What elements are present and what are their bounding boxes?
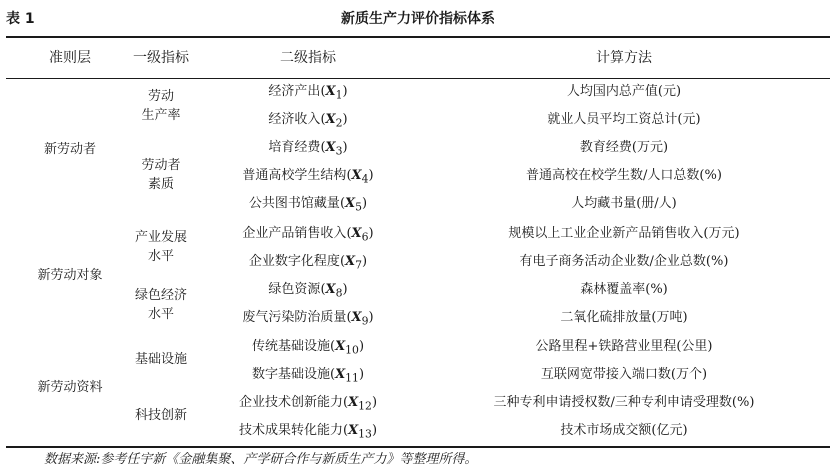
header-rule <box>6 78 830 79</box>
variable-subscript: 13 <box>358 427 372 441</box>
primary-worker-quality <box>120 156 202 194</box>
column-header-criteria: 准则层 <box>49 50 91 66</box>
primary-line: 劳动 <box>147 89 174 104</box>
indicator-name: 企业数字化程度 <box>248 254 340 269</box>
variable-subscript: 6 <box>361 230 369 244</box>
secondary-indicator: 废气污染防治质量$(X_9)$ <box>242 310 374 328</box>
top-rule <box>6 36 830 38</box>
secondary-indicator: 数字基础设施$(X_{11})$ <box>251 367 365 385</box>
variable-symbol: X <box>345 254 356 269</box>
primary-labor-productivity <box>120 87 202 125</box>
primary-industry-development <box>120 228 202 266</box>
variable-symbol: X <box>335 339 346 354</box>
variable-symbol: X <box>348 423 359 438</box>
variable-symbol: X <box>325 140 336 155</box>
table-label: 表 1 <box>6 11 35 27</box>
indicator-name: 技术成果转化能力 <box>238 423 343 438</box>
criteria-new-labor-objects: 新劳动对象 <box>37 268 103 283</box>
primary-line: 素质 <box>147 177 174 192</box>
secondary-indicator: 传统基础设施$(X_{10})$ <box>251 339 365 357</box>
variable-symbol: X <box>348 395 359 410</box>
variable-symbol: X <box>325 282 336 297</box>
secondary-indicator: 经济产出$(X_1)$ <box>268 84 348 102</box>
calculation-method: 二氧化硫排放量(万吨) <box>560 310 688 325</box>
calculation-method: 互联网宽带接入端口数(万个) <box>540 367 708 382</box>
secondary-indicator: 普通高校学生结构$(X_4)$ <box>242 168 374 186</box>
secondary-indicator: 技术成果转化能力$(X_{13})$ <box>238 423 378 441</box>
primary-line: 生产率 <box>141 108 181 123</box>
indicator-name: 绿色资源 <box>268 282 321 297</box>
criteria-new-labor-materials: 新劳动资料 <box>37 380 103 395</box>
variable-symbol: X <box>325 84 336 99</box>
variable-subscript: 12 <box>358 399 372 413</box>
indicator-name: 培育经费 <box>268 140 321 155</box>
bottom-rule <box>6 446 830 448</box>
variable-symbol: X <box>351 226 362 241</box>
variable-subscript: 5 <box>355 200 362 214</box>
variable-subscript: 10 <box>345 343 359 357</box>
primary-line: 产业发展 <box>134 230 187 245</box>
column-header-secondary: 二级指标 <box>280 50 336 66</box>
indicator-name: 普通高校学生结构 <box>242 168 347 183</box>
secondary-indicator: 公共图书馆藏量$(X_5)$ <box>248 196 368 214</box>
indicator-name: 废气污染防治质量 <box>242 310 347 325</box>
secondary-indicator: 企业技术创新能力$(X_{12})$ <box>238 395 378 413</box>
column-header-method: 计算方法 <box>596 50 652 66</box>
variable-symbol: X <box>351 310 362 325</box>
primary-line: 劳动者 <box>141 158 181 173</box>
variable-subscript: 2 <box>335 116 343 130</box>
calculation-method: 规模以上工业企业新产品销售收入(万元) <box>508 226 740 241</box>
indicator-name: 经济产出 <box>268 84 321 99</box>
variable-subscript: 9 <box>361 314 369 328</box>
variable-subscript: 1 <box>335 88 343 102</box>
indicator-name: 经济收入 <box>268 112 321 127</box>
indicator-name: 公共图书馆藏量 <box>248 196 340 211</box>
calculation-method: 公路里程+铁路营业里程(公里) <box>535 339 713 354</box>
calculation-method: 普通高校在校学生数/人口总数(%) <box>526 168 722 183</box>
table-header <box>0 6 836 32</box>
table-title: 新质生产力评价指标体系 <box>341 11 495 27</box>
primary-tech-innovation: 科技创新 <box>134 408 187 423</box>
calculation-method: 人均藏书量(册/人) <box>571 196 677 211</box>
secondary-indicator: 培育经费$(X_3)$ <box>268 140 348 158</box>
variable-symbol: X <box>325 112 336 127</box>
secondary-indicator: 经济收入$(X_2)$ <box>268 112 348 130</box>
secondary-indicator: 企业数字化程度$(X_7)$ <box>248 254 368 272</box>
variable-symbol: X <box>345 196 356 211</box>
criteria-new-workers: 新劳动者 <box>43 142 96 157</box>
calculation-method: 有电子商务活动企业数/企业总数(%) <box>519 254 729 269</box>
variable-subscript: 4 <box>361 172 369 186</box>
calculation-method: 森林覆盖率(%) <box>580 282 668 297</box>
column-header-primary: 一级指标 <box>133 50 189 66</box>
variable-subscript: 3 <box>335 144 343 158</box>
secondary-indicator: 绿色资源$(X_8)$ <box>268 282 348 300</box>
variable-subscript: 11 <box>345 371 359 385</box>
variable-symbol: X <box>351 168 362 183</box>
primary-line: 水平 <box>147 307 174 322</box>
indicator-name: 传统基础设施 <box>251 339 330 354</box>
primary-line: 水平 <box>147 249 174 264</box>
primary-infrastructure: 基础设施 <box>134 352 187 367</box>
calculation-method: 三种专利申请授权数/三种专利申请受理数(%) <box>493 395 755 410</box>
calculation-method: 教育经费(万元) <box>579 140 669 155</box>
indicator-name: 数字基础设施 <box>251 367 330 382</box>
indicator-name: 企业产品销售收入 <box>242 226 347 241</box>
variable-subscript: 7 <box>355 258 362 272</box>
calculation-method: 人均国内总产值(元) <box>566 84 682 99</box>
data-source-note: 数据来源:参考任宇新《金融集聚、产学研合作与新质生产力》等整理所得。 <box>44 452 478 467</box>
secondary-indicator: 企业产品销售收入$(X_6)$ <box>242 226 374 244</box>
indicator-name: 企业技术创新能力 <box>238 395 343 410</box>
variable-subscript: 8 <box>335 286 343 300</box>
primary-green-economy <box>120 286 202 324</box>
variable-symbol: X <box>335 367 346 382</box>
primary-line: 绿色经济 <box>134 288 187 303</box>
calculation-method: 就业人员平均工资总计(元) <box>547 112 701 127</box>
calculation-method: 技术市场成交额(亿元) <box>560 423 688 438</box>
